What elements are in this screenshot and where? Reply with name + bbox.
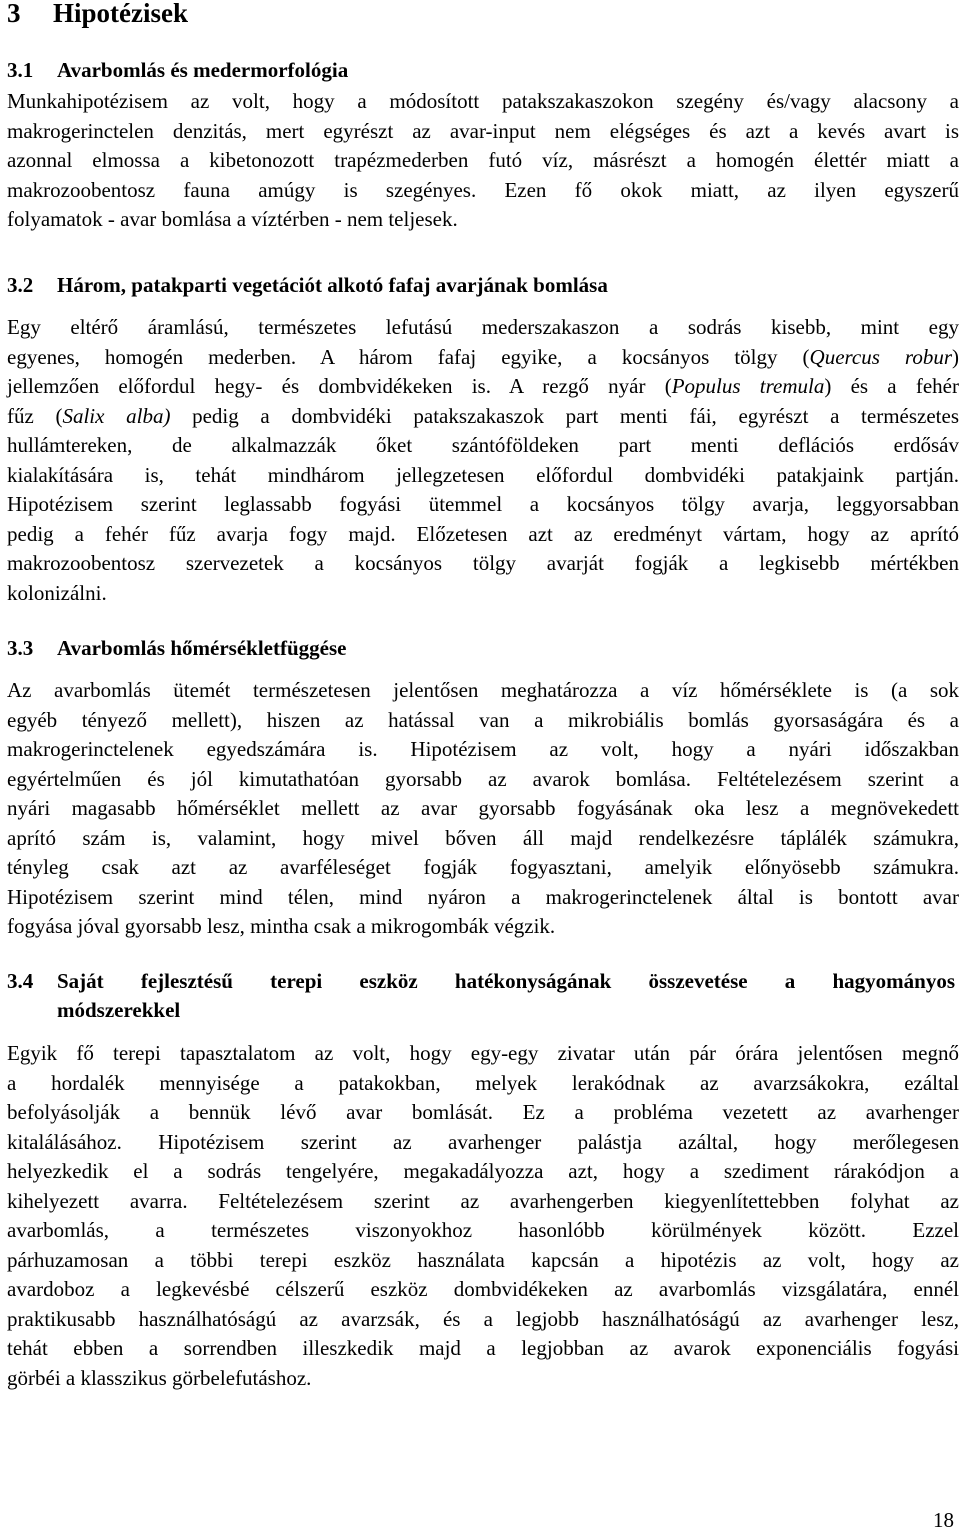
text-line: hullámtereken, de alkalmazzák őket szántóföldeken part menti deflációs erdősáv [7,433,959,457]
section-heading-3-4-continued [7,996,959,1026]
section-title [57,967,955,997]
text-line: görbéi a klasszikus görbelefutáshoz. [7,1365,312,1390]
text-line: pedig a fehér fűz avarja fogy majd. Előzetesen azt az eredményt vártam, hogy az aprító [7,521,959,546]
section-heading-3-2 [7,271,959,301]
text-line: azonnal elmossa a kibetonozott trapézmederben futó víz, másrészt a homogén élettér miatt a [7,148,959,172]
paragraph-3-1 [7,87,959,235]
text-line: Az avarbomlás ütemét természetesen jelentősen meghatározza a víz hőmérséklete is (a sok [7,678,959,702]
text-line: Munkahipotézisem az volt, hogy a módosított patakszakaszokon szegény és/vagy alacsony a [7,89,959,113]
section-title: Avarbomlás hőmérsékletfüggése [57,636,347,660]
text-line [7,372,959,402]
text-run: egyenes, homogén mederben. A három fafaj egyike, a kocsányos tölgy ( [7,344,810,369]
text-run: ) és a fehér [824,374,959,398]
section-title-line: módszerekkel [57,998,181,1022]
text-line: avarbomlás, a természetes viszonyokhoz hasonlóbb körülmények között. Ezzel [7,1218,959,1242]
text-line: fogyása jóval gyorsabb lesz, mintha csak a mikrogombák végzik. [7,914,556,938]
text-line: kialakítására is, tehát mindhárom jellegzetesen előfordul dombvidéki patakjaink partján. [7,462,959,487]
section-heading-3-1 [7,56,959,86]
text-run: pedig a dombvidéki patakszakaszok part menti fái, egyrészt a természetes [170,403,959,428]
text-line: befolyásolják a bennük lévő avar bomlását. Ez a probléma vezetett az avarhenger [7,1100,959,1124]
text-line: makrozoobentosz szervezetek a kocsányos tölgy avarját fogják a legkisebb mértékben [7,551,959,575]
text-line: avardoboz a legkevésbé célszerű eszköz dombvidékeken az avarbomlás vizsgálatára, ennél [7,1277,959,1301]
text-line: Egy eltérő áramlású, természetes lefutású mederszakaszon a sodrás kisebb, mint egy [7,315,959,339]
text-line: makrozoobentosz fauna amúgy is szegényes. Ezen fő okok miatt, az ilyen egyszerű [7,177,959,202]
section-heading-3-4 [7,967,959,997]
text-line [7,402,959,432]
text-line: tehát ebben a sorrendben illeszkedik majd a legjobban az avarok exponenciális fogyási [7,1336,959,1360]
page-number: 18 [933,1508,954,1532]
text-line: makrogerinctelen denzitás, mert egyrészt az avar-input nem elégséges és azt a kevés avart is [7,118,959,143]
chapter-title: Hipotézisek [53,0,188,28]
text-line: a hordalék mennyisége a patakokban, melyek lerakódnak az avarzsákokra, ezáltal [7,1070,959,1095]
text-line: makrogerinctelenek egyedszámára is. Hipotézisem az volt, hogy a nyári időszakban [7,737,959,761]
text-line: folyamatok - avar bomlása a víztérben - nem teljesek. [7,207,458,231]
chapter-heading [7,0,188,29]
text-line [7,343,959,373]
species-name: Quercus robur [809,344,952,369]
section-number: 3.1 [7,58,34,82]
section-heading-3-3 [7,634,959,664]
text-line: praktikusabb használhatóságú az avarzsák, és a legjobb használhatóságú az avarhenger lesz, [7,1306,959,1331]
species-name: Populus tremula [671,374,825,398]
text-run: ) [952,344,959,369]
chapter-number: 3 [7,0,21,28]
text-run: fűz ( [7,403,63,428]
text-line: Hipotézisem szerint mind télen, mind nyáron a makrogerinctelenek által is bontott avar [7,884,959,909]
text-line: párhuzamosan a többi terepi eszköz használata kapcsán a hipotézis az volt, hogy az [7,1247,959,1272]
section-title-line: Saját fejlesztésű terepi eszköz hatékonyságának összevetése a hagyományos [57,969,955,993]
text-line: kihelyezett avarra. Feltételezésem szerint az avarhengerben kiegyenlítettebben folyhat az [7,1188,959,1213]
text-line: Egyik fő terepi tapasztalatom az volt, hogy egy-egy zivatar után pár órára jelentősen megnő [7,1041,959,1065]
section-title: Három, patakparti vegetációt alkotó fafaj avarjának bomlása [57,273,608,297]
section-title: Avarbomlás és medermorfológia [57,58,349,82]
paragraph-3-4 [7,1039,959,1393]
text-line: helyezkedik el a sodrás tengelyére, megakadályozza azt, hogy a szediment rárakódjon a [7,1159,959,1183]
paragraph-3-2 [7,313,959,608]
text-line: egyértelműen és jól kimutathatóan gyorsabb az avarok bomlása. Feltételezésem szerint a [7,766,959,791]
text-line: Hipotézisem szerint leglassabb fogyási ütemmel a kocsányos tölgy avarja, leggyorsabban [7,492,959,516]
section-number: 3.4 [7,969,34,993]
section-number: 3.3 [7,636,34,660]
text-line: egyéb tényező mellett), hiszen az hatással van a mikrobiális bomlás gyorsaságára és a [7,707,959,732]
text-line: tényleg csak azt az avarféleséget fogják fogyasztani, amelyik előnyösebb számukra. [7,855,959,879]
text-line: kitalálásához. Hipotézisem szerint az avarhenger palástja azáltal, hogy merőlegesen [7,1129,959,1154]
section-number: 3.2 [7,273,34,297]
text-line: kolonizálni. [7,580,107,605]
paragraph-3-3 [7,676,959,942]
text-run: jellemzően előfordul hegy- és dombvidékeken is. A rezgő nyár ( [7,374,672,398]
text-line: nyári magasabb hőmérséklet mellett az avar gyorsabb fogyásának oka lesz a megnövekedett [7,796,959,820]
species-name: Salix alba) [62,403,171,428]
text-line: aprító szám is, valamint, hogy mivel bőven áll majd rendelkezésre táplálék számukra, [7,825,959,850]
